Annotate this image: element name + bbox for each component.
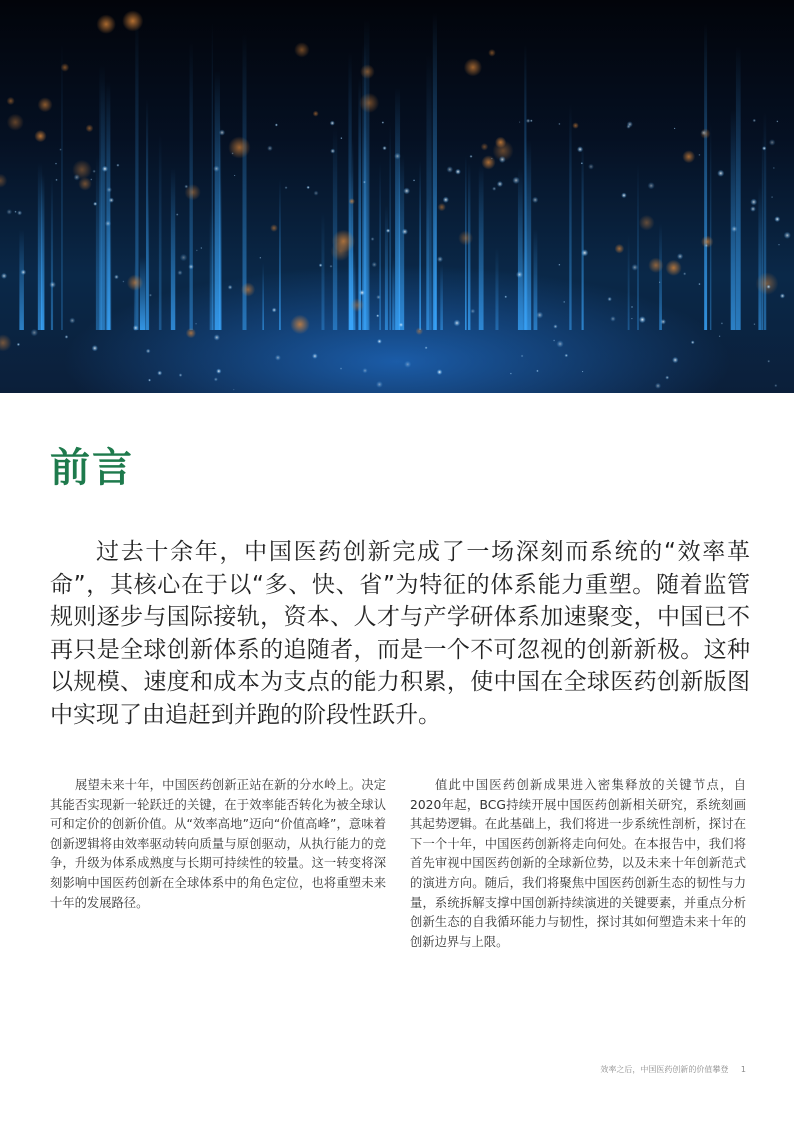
- light-streak: [41, 174, 44, 330]
- light-particle: [719, 335, 721, 337]
- light-particle: [214, 334, 220, 340]
- light-particle: [455, 169, 461, 175]
- light-particle: [184, 185, 188, 189]
- light-particle: [234, 175, 236, 177]
- light-streak: [140, 257, 146, 330]
- light-particle: [200, 247, 202, 249]
- light-particle: [780, 293, 785, 298]
- light-particle: [377, 339, 382, 344]
- light-particle: [564, 354, 568, 358]
- light-streak: [731, 109, 736, 330]
- bokeh-light: [360, 64, 375, 79]
- light-particle: [776, 120, 778, 122]
- light-streak: [495, 248, 498, 330]
- light-streak: [582, 142, 584, 330]
- bokeh-light: [61, 63, 70, 72]
- light-particle: [275, 355, 281, 361]
- light-particle: [532, 197, 538, 203]
- light-streak: [710, 122, 711, 330]
- bokeh-light: [682, 150, 695, 163]
- light-particle: [376, 295, 381, 300]
- light-particle: [631, 318, 633, 320]
- light-particle: [627, 121, 633, 127]
- light-streak: [19, 230, 24, 330]
- light-particle: [581, 162, 583, 164]
- light-particle: [69, 317, 75, 323]
- bokeh-light: [349, 198, 355, 204]
- bokeh-light: [241, 282, 255, 296]
- light-particle: [504, 295, 507, 298]
- light-streak: [171, 168, 175, 330]
- bokeh-light: [639, 215, 655, 231]
- light-particle: [717, 170, 724, 177]
- light-streak: [419, 160, 421, 330]
- light-particle: [425, 346, 428, 349]
- light-particle: [731, 226, 738, 233]
- bokeh-light: [0, 174, 7, 188]
- light-particle: [376, 381, 383, 388]
- light-particle: [491, 158, 493, 160]
- light-particle: [398, 322, 403, 327]
- light-particle: [216, 368, 221, 373]
- bokeh-light: [350, 298, 364, 312]
- hero-image: [0, 0, 794, 393]
- light-particle: [621, 193, 627, 199]
- light-particle: [188, 264, 194, 270]
- light-particle: [382, 121, 385, 124]
- light-particle: [17, 343, 20, 346]
- light-particle: [769, 139, 776, 146]
- light-streak: [212, 21, 213, 330]
- light-particle: [330, 121, 335, 126]
- bokeh-light: [228, 136, 250, 158]
- light-particle: [784, 232, 791, 239]
- light-streak: [569, 104, 571, 330]
- light-streak: [385, 205, 388, 330]
- light-particle: [631, 306, 633, 308]
- light-particle: [149, 294, 152, 297]
- light-streak: [333, 127, 337, 330]
- light-particle: [59, 148, 62, 151]
- light-particle: [340, 137, 342, 139]
- light-particle: [701, 130, 707, 136]
- light-particle: [588, 164, 594, 170]
- light-streak: [399, 155, 404, 330]
- light-streak: [468, 163, 470, 330]
- light-particle: [753, 119, 756, 122]
- bokeh-light: [96, 14, 115, 33]
- light-particle: [403, 187, 410, 194]
- light-streak: [159, 133, 162, 330]
- light-particle: [176, 213, 179, 216]
- light-particle: [443, 197, 449, 203]
- light-particle: [92, 345, 98, 351]
- light-particle: [196, 249, 198, 251]
- light-particle: [762, 146, 767, 151]
- light-particle: [659, 281, 661, 283]
- light-particle: [363, 181, 366, 184]
- bokeh-light: [294, 42, 309, 57]
- light-particle: [470, 309, 475, 314]
- bokeh-light: [34, 130, 46, 142]
- light-particle: [233, 389, 235, 391]
- light-particle: [179, 373, 183, 377]
- light-particle: [413, 179, 415, 181]
- body-column-left: 展望未来十年，中国医药创新正站在新的分水岭上。决定其能否实现新一轮跃迁的关键，在于效率能否转化为被全球认可和定价的创新价值。从“效率高地”迈向“价值高峰”，意味着创新逻辑将由效率驱动转向质量与原创驱动，从执行能力的竞争，升级为体系成熟度与长期可持续性的较量。这一转变将深刻影响中国医药创新在全球体系中的角色定位，也将重塑未来十年的发展路径。: [50, 778, 386, 910]
- bokeh-light: [458, 231, 473, 246]
- light-particle: [93, 202, 97, 206]
- light-particle: [20, 269, 26, 275]
- light-streak: [219, 118, 221, 330]
- light-particle: [74, 174, 80, 180]
- lead-paragraph: 过去十余年，中国医药创新完成了一场深刻而系统的“效率革命”，其核心在于以“多、快、省”为特征的体系能力重塑。随着监管规则逐步与国际接轨，资本、人才与产学研体系加速聚变，中国已不再只是全球创新体系的追随者，而是一个不可忽视的创新新极。这种以规模、速度和成本为支点的能力积累，使中国在全球医药创新版图中实现了由追赶到并跑的阶段性跃升。: [50, 539, 750, 728]
- bokeh-light: [290, 315, 310, 335]
- light-streak: [523, 230, 527, 330]
- light-particle: [65, 335, 69, 339]
- light-particle: [31, 329, 39, 337]
- bokeh-light: [270, 224, 278, 232]
- light-particle: [92, 170, 95, 173]
- light-particle: [394, 153, 401, 160]
- light-particle: [55, 179, 58, 182]
- light-streak: [146, 99, 148, 330]
- bokeh-light: [464, 58, 482, 76]
- light-particle: [180, 254, 188, 262]
- bokeh-light: [7, 114, 24, 131]
- light-streak: [279, 179, 280, 330]
- bokeh-light: [648, 258, 663, 273]
- light-particle: [90, 178, 92, 180]
- light-particle: [631, 264, 638, 271]
- bokeh-light: [665, 260, 681, 276]
- bokeh-light: [0, 334, 12, 351]
- light-particle: [272, 308, 277, 313]
- light-particle: [402, 228, 408, 234]
- light-streak: [433, 13, 437, 330]
- light-particle: [698, 154, 700, 156]
- light-particle: [526, 119, 530, 123]
- bokeh-light: [615, 244, 625, 254]
- light-particle: [773, 167, 775, 169]
- light-particle: [285, 186, 288, 189]
- light-particle: [660, 319, 666, 325]
- light-streak: [637, 163, 638, 330]
- light-particle: [177, 270, 182, 275]
- light-streak: [262, 263, 263, 330]
- bokeh-light: [438, 203, 446, 211]
- light-particle: [665, 376, 669, 380]
- light-particle: [313, 191, 318, 196]
- light-particle: [219, 129, 225, 135]
- light-particle: [558, 264, 560, 266]
- light-particle: [146, 349, 151, 354]
- footer-title: 效率之后，中国医药创新的价值攀登: [600, 1065, 729, 1074]
- light-particle: [639, 316, 646, 323]
- light-streak: [350, 250, 356, 330]
- light-particle: [109, 197, 114, 202]
- light-particle: [340, 367, 343, 370]
- light-particle: [577, 146, 583, 152]
- light-particle: [275, 123, 278, 126]
- light-particle: [382, 146, 386, 150]
- light-particle: [553, 339, 555, 341]
- bokeh-light: [127, 275, 143, 291]
- light-particle: [677, 253, 683, 259]
- light-streak: [762, 136, 763, 330]
- light-streak: [362, 126, 368, 330]
- light-particle: [55, 163, 57, 165]
- digital-city-lights-image: [0, 0, 794, 393]
- page-number: 1: [740, 1065, 746, 1074]
- light-particle: [306, 186, 309, 189]
- light-particle: [267, 145, 273, 151]
- page-footer: [600, 1064, 746, 1075]
- light-streak: [215, 71, 220, 330]
- bokeh-light: [572, 122, 579, 129]
- light-particle: [329, 265, 332, 268]
- light-particle: [698, 283, 700, 285]
- bokeh-light: [186, 328, 196, 338]
- light-particle: [750, 206, 756, 212]
- light-particle: [563, 301, 565, 303]
- light-particle: [581, 249, 588, 256]
- light-particle: [674, 128, 676, 130]
- light-particle: [469, 155, 472, 158]
- light-particle: [17, 210, 22, 215]
- light-particle: [362, 368, 368, 374]
- light-particle: [672, 357, 678, 363]
- light-particle: [556, 340, 563, 347]
- light-streak: [321, 212, 324, 330]
- light-streak: [380, 162, 381, 330]
- light-particle: [231, 152, 233, 154]
- light-particle: [122, 280, 124, 282]
- light-streak: [764, 112, 767, 330]
- light-particle: [766, 285, 770, 289]
- light-particle: [521, 355, 524, 358]
- light-streak: [392, 256, 394, 330]
- bokeh-light: [331, 241, 351, 261]
- page-title: 前言: [50, 445, 134, 491]
- light-particle: [558, 123, 560, 125]
- bokeh-light: [86, 124, 94, 132]
- bokeh-light: [488, 49, 496, 57]
- bokeh-light: [313, 111, 319, 117]
- light-particle: [512, 177, 520, 185]
- light-particle: [607, 297, 612, 302]
- light-particle: [114, 275, 119, 280]
- light-particle: [228, 285, 233, 290]
- light-particle: [386, 228, 390, 232]
- bokeh-light: [359, 93, 379, 113]
- light-particle: [133, 325, 139, 331]
- light-particle: [371, 237, 375, 241]
- light-particle: [753, 323, 755, 325]
- light-particle: [553, 324, 557, 328]
- light-particle: [14, 211, 16, 213]
- light-particle: [499, 156, 506, 163]
- light-particle: [778, 244, 780, 246]
- light-particle: [704, 244, 708, 248]
- light-particle: [453, 319, 460, 326]
- light-streak: [704, 24, 707, 330]
- light-particle: [437, 256, 443, 262]
- bokeh-light: [481, 143, 489, 151]
- light-particle: [510, 372, 512, 374]
- body-column-right: 值此中国医药创新成果进入密集释放的关键节点，自2020年起，BCG持续开展中国医药创新相关研究，系统刻画其起势逻辑。在此基础上，我们将进一步系统性剖析，探讨在下一个十年，中国医药创新将走向何处。在本报告中，我们将首先审视中国医药创新的全球新位势，以及未来十年创新范式的演进方向。随后，我们将聚焦中国医药创新生态的韧性与力量，系统拆解支撑中国创新持续演进的关键要素，并重点分析创新生态的自我循环能力与韧性，探讨其如何塑造未来十年的创新边界与上限。: [410, 778, 746, 949]
- light-particle: [767, 360, 770, 363]
- light-particle: [750, 199, 757, 206]
- light-streak: [389, 124, 391, 330]
- light-particle: [519, 121, 521, 123]
- light-particle: [774, 216, 780, 222]
- light-streak: [758, 186, 761, 330]
- light-particle: [582, 371, 584, 373]
- bokeh-light: [415, 327, 423, 335]
- light-streak: [101, 81, 106, 330]
- light-particle: [771, 196, 773, 198]
- light-streak: [134, 260, 135, 330]
- light-particle: [6, 209, 12, 215]
- light-streak: [426, 197, 429, 330]
- light-particle: [492, 187, 496, 191]
- light-particle: [213, 165, 220, 172]
- light-particle: [648, 182, 655, 189]
- light-particle: [655, 383, 661, 389]
- light-particle: [497, 181, 503, 187]
- light-particle: [774, 384, 777, 387]
- light-particle: [214, 377, 218, 381]
- light-particle: [148, 379, 151, 382]
- bokeh-light: [756, 272, 779, 295]
- light-particle: [371, 262, 377, 268]
- light-streak: [479, 166, 484, 330]
- light-particle: [116, 164, 119, 167]
- light-particle: [691, 340, 695, 344]
- light-particle: [105, 220, 111, 226]
- light-particle: [106, 187, 112, 193]
- light-particle: [516, 271, 523, 278]
- light-particle: [536, 370, 539, 373]
- light-streak: [628, 234, 630, 330]
- light-streak: [61, 41, 62, 330]
- bokeh-light: [122, 10, 143, 31]
- light-particle: [610, 316, 616, 322]
- light-particle: [195, 323, 197, 325]
- light-particle: [1, 273, 7, 279]
- bokeh-light: [481, 155, 495, 169]
- bokeh-light: [38, 97, 53, 112]
- light-particle: [536, 311, 543, 318]
- bokeh-light: [7, 97, 15, 105]
- light-particle: [404, 361, 411, 368]
- light-streak: [440, 264, 443, 330]
- light-streak: [518, 168, 523, 330]
- light-particle: [376, 314, 379, 317]
- light-particle: [157, 370, 162, 375]
- light-particle: [102, 166, 108, 172]
- light-streak: [106, 82, 110, 330]
- light-streak: [736, 46, 741, 330]
- light-particle: [437, 369, 443, 375]
- light-streak: [659, 224, 662, 330]
- light-particle: [312, 353, 318, 359]
- light-particle: [683, 272, 686, 275]
- light-particle: [446, 166, 453, 173]
- light-particle: [330, 149, 335, 154]
- light-particle: [319, 263, 323, 267]
- light-particle: [49, 281, 56, 288]
- light-streak: [51, 178, 53, 330]
- light-particle: [259, 257, 261, 259]
- light-particle: [359, 290, 365, 296]
- light-particle: [721, 322, 723, 324]
